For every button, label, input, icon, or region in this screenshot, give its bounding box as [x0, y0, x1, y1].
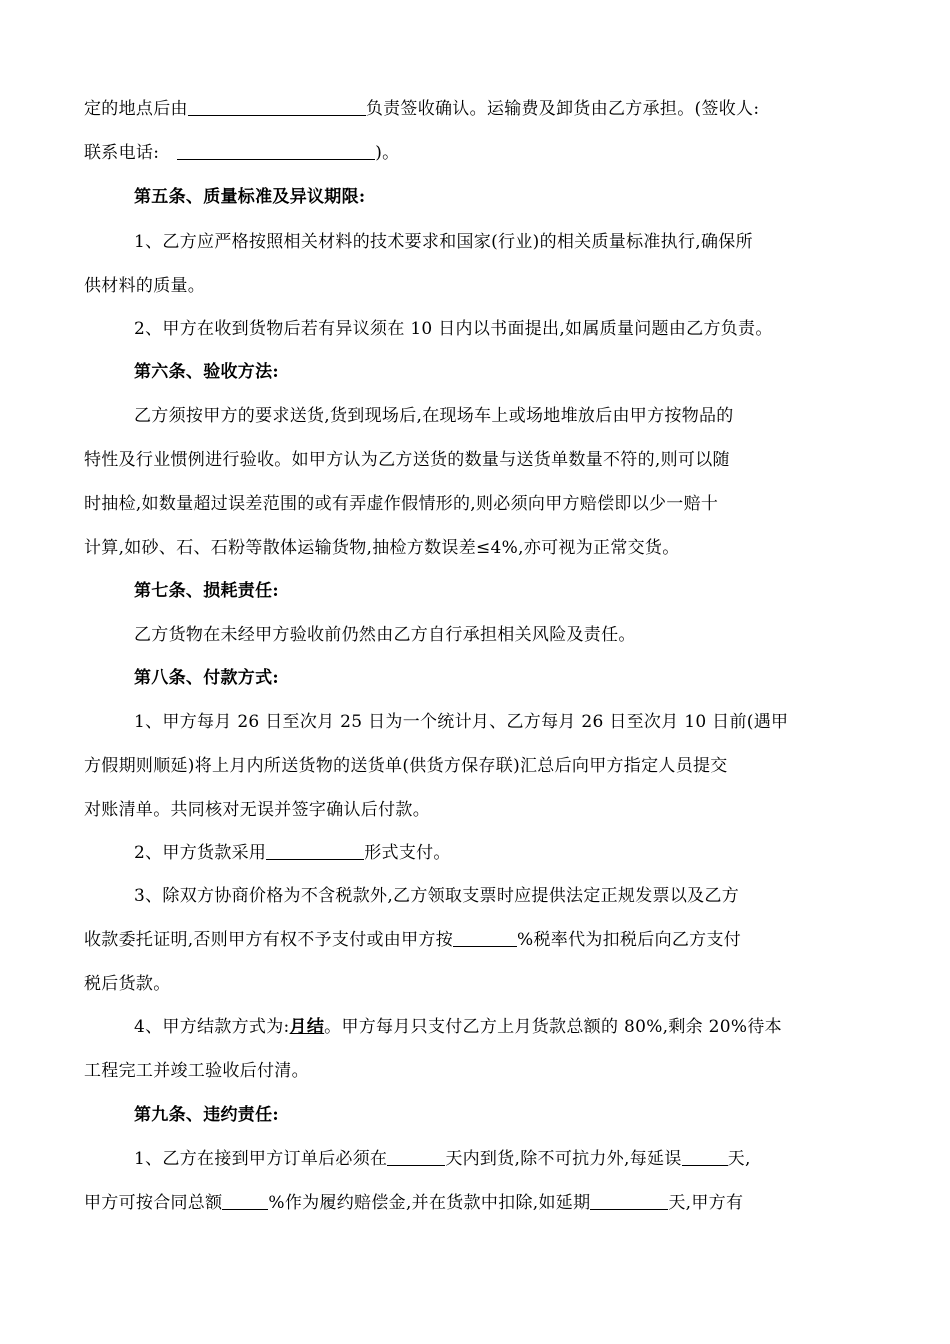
section-heading-8: 第八条、付款方式: — [134, 668, 279, 688]
blank-field-extension-days[interactable] — [590, 1192, 668, 1210]
blank-field-phone[interactable] — [177, 142, 375, 160]
text-line: 1、乙方应严格按照相关材料的技术要求和国家(行业)的相关质量标准执行,确保所 — [134, 232, 753, 252]
text-line: 时抽检,如数量超过误差范围的或有弄虚作假情形的,则必须向甲方赔偿即以少一赔十 — [84, 494, 719, 514]
text-line: 甲方可按合同总额 %作为履约赔偿金,并在货款中扣除,如延期 天,甲方有 — [84, 1193, 744, 1213]
section-heading-7: 第七条、损耗责任: — [134, 581, 279, 601]
text-line: 1、甲方每月 26 日至次月 25 日为一个统计月、乙方每月 26 日至次月 10 日前(遇甲 — [134, 712, 789, 732]
blank-field-signer[interactable] — [188, 98, 366, 116]
blank-field-tax-rate[interactable] — [453, 929, 517, 947]
blank-field-penalty-percent[interactable] — [222, 1192, 268, 1210]
section-heading-9: 第九条、违约责任: — [134, 1105, 279, 1125]
blank-field-delivery-days[interactable] — [387, 1148, 445, 1166]
text-line: 2、甲方在收到货物后若有异议须在 10 日内以书面提出,如属质量问题由乙方负责。 — [134, 319, 773, 339]
text-line: 计算,如砂、石、石粉等散体运输货物,抽检方数误差≤4%,亦可视为正常交货。 — [84, 538, 680, 558]
text-line: 定的地点后由 负责签收确认。运输费及卸货由乙方承担。(签收人: — [84, 99, 760, 119]
text-line: 对账清单。共同核对无误并签字确认后付款。 — [84, 800, 430, 820]
text-line: 方假期则顺延)将上月内所送货物的送货单(供货方保存联)汇总后向甲方指定人员提交 — [84, 756, 728, 776]
blank-field-delay-days[interactable] — [682, 1148, 728, 1166]
text-line: 2、甲方货款采用 形式支付。 — [134, 843, 451, 863]
text-line: 收款委托证明,否则甲方有权不予支付或由甲方按 %税率代为扣税后向乙方支付 — [84, 930, 742, 950]
text-line: 供材料的质量。 — [84, 276, 206, 296]
settlement-method-value: 月结 — [289, 1017, 325, 1037]
text-line: 4、甲方结款方式为:月结。甲方每月只支付乙方上月货款总额的 80%,剩余 20%待本 — [134, 1017, 782, 1037]
text-line: 乙方货物在未经甲方验收前仍然由乙方自行承担相关风险及责任。 — [134, 625, 636, 645]
text-line: 3、除双方协商价格为不含税款外,乙方领取支票时应提供法定正规发票以及乙方 — [134, 886, 740, 906]
section-heading-6: 第六条、验收方法: — [134, 362, 279, 382]
section-heading-5: 第五条、质量标准及异议期限: — [134, 187, 366, 207]
text-line: 1、乙方在接到甲方订单后必须在 天内到货,除不可抗力外,每延误 天, — [134, 1149, 751, 1169]
blank-field-payment-form[interactable] — [266, 842, 364, 860]
text-line: 税后货款。 — [84, 974, 171, 994]
text-line: 特性及行业惯例进行验收。如甲方认为乙方送货的数量与送货单数量不符的,则可以随 — [84, 450, 730, 470]
text-line: 乙方须按甲方的要求送货,货到现场后,在现场车上或场地堆放后由甲方按物品的 — [134, 406, 734, 426]
text-line: 联系电话: )。 — [84, 143, 400, 163]
text-line: 工程完工并竣工验收后付清。 — [84, 1061, 309, 1081]
